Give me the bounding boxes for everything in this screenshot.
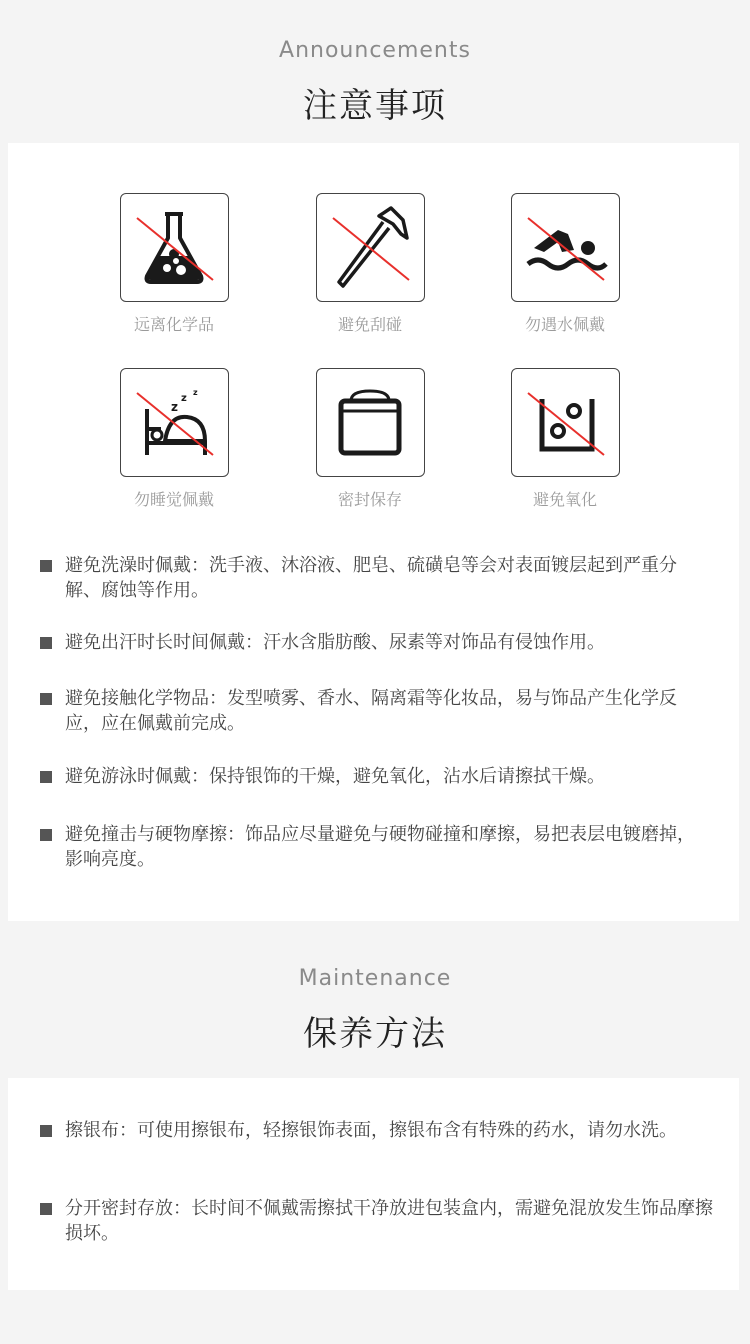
chemical-flask-icon — [121, 194, 227, 300]
note-item — [40, 553, 700, 603]
note-item — [40, 764, 700, 789]
sleeping-icon — [121, 369, 227, 475]
icon-label: 密封保存 — [337, 490, 402, 509]
icon-frame — [120, 368, 229, 477]
icon-item-oxidation — [490, 368, 640, 510]
icon-label: 避免刮碰 — [337, 315, 402, 334]
bullet-square — [40, 829, 52, 841]
icon-label: 勿睡觉佩戴 — [133, 490, 214, 509]
announcements-header — [0, 38, 750, 128]
note-text: 避免接触化学物品：发型喷雾、香水、隔离霜等化妆品，易与饰品产生化学反应，应在佩戴前完成。 — [65, 688, 677, 734]
announcements-card — [8, 143, 739, 921]
note-item — [40, 630, 700, 655]
note-text: 避免游泳时佩戴：保持银饰的干燥，避免氧化，沾水后请擦拭干燥。 — [65, 766, 605, 787]
bullet-square — [40, 1203, 52, 1215]
icon-frame — [511, 193, 620, 302]
announcements-title-cn: 注意事项 — [303, 86, 447, 126]
bullet-square — [40, 637, 52, 649]
note-text: 避免洗澡时佩戴：洗手液、沐浴液、肥皂、硫磺皂等会对表面镀层起到严重分解、腐蚀等作用。 — [65, 555, 677, 601]
oxidation-icon — [512, 369, 618, 475]
icon-frame — [120, 193, 229, 302]
storage-bag-icon — [317, 369, 423, 475]
note-item — [40, 686, 700, 736]
icon-item-chemicals — [99, 193, 249, 335]
svg-text:z: z — [180, 393, 187, 404]
hammer-icon — [317, 194, 423, 300]
svg-text:z: z — [192, 388, 198, 397]
note-text: 擦银布：可使用擦银布，轻擦银饰表面，擦银布含有特殊的药水，请勿水洗。 — [65, 1120, 677, 1141]
bullet-square — [40, 693, 52, 705]
announcements-title-en: Announcements — [279, 38, 471, 63]
note-text: 避免撞击与硬物摩擦：饰品应尽量避免与硬物碰撞和摩擦，易把表层电镀磨掉，影响亮度。 — [65, 824, 695, 870]
icon-item-scratch — [295, 193, 445, 335]
icon-frame — [316, 368, 425, 477]
icon-frame — [316, 193, 425, 302]
maintenance-title-en: Maintenance — [298, 966, 452, 991]
note-text: 避免出汗时长时间佩戴：汗水含脂肪酸、尿素等对饰品有侵蚀作用。 — [65, 632, 605, 653]
icon-label: 远离化学品 — [133, 315, 214, 334]
swimmer-icon — [512, 194, 618, 300]
note-item — [40, 1118, 700, 1143]
note-item — [40, 1196, 715, 1246]
icon-item-sleep — [99, 368, 249, 510]
bullet-square — [40, 771, 52, 783]
maintenance-title-cn: 保养方法 — [303, 1014, 447, 1054]
icon-label: 勿遇水佩戴 — [524, 315, 605, 334]
maintenance-card — [8, 1078, 739, 1290]
bullet-square — [40, 1125, 52, 1137]
icon-label: 避免氧化 — [532, 490, 597, 509]
note-item — [40, 822, 700, 872]
icon-item-sealed — [295, 368, 445, 510]
maintenance-header — [0, 966, 750, 1056]
note-text: 分开密封存放：长时间不佩戴需擦拭干净放进包装盒内，需避免混放发生饰品摩擦损坏。 — [65, 1198, 713, 1244]
svg-text:z: z — [170, 400, 178, 414]
icon-item-water — [490, 193, 640, 335]
bullet-square — [40, 560, 52, 572]
icon-frame — [511, 368, 620, 477]
